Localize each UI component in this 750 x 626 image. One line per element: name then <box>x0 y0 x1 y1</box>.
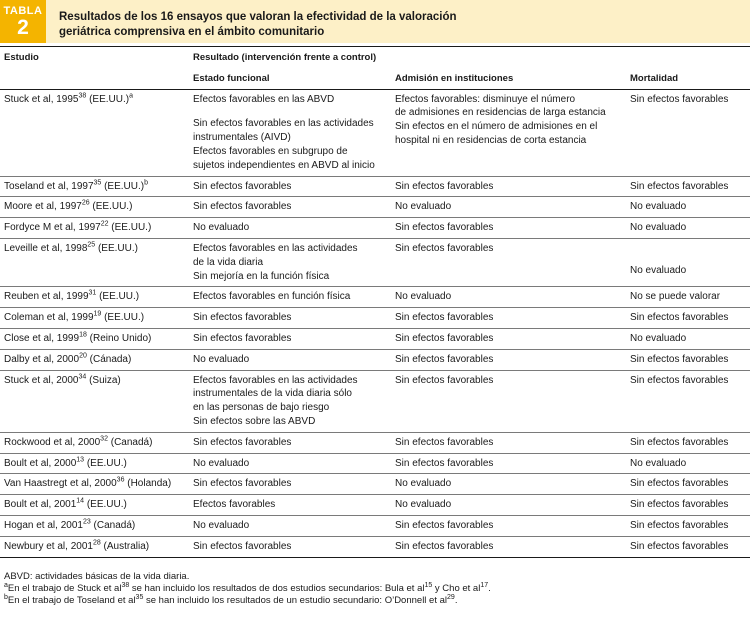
cell-mortality <box>626 238 750 286</box>
study-name: Moore et al, 1997 <box>4 201 82 213</box>
cell-functional <box>189 218 391 239</box>
cell-functional <box>189 197 391 218</box>
cell-study <box>0 308 189 329</box>
cell-mortality <box>626 536 750 557</box>
study-reference: 22 <box>100 220 109 228</box>
cell-functional <box>189 515 391 536</box>
cell-line: Sin efectos favorables <box>395 353 494 365</box>
cell-mortality <box>626 432 750 453</box>
column-header-functional: Estado funcional <box>193 72 270 84</box>
cell-mortality <box>626 287 750 308</box>
cell-functional <box>189 238 391 286</box>
cell-admission <box>391 349 626 370</box>
cell-admission <box>391 370 626 432</box>
table-header-band <box>0 0 750 43</box>
cell-mortality <box>626 218 750 239</box>
cell-admission <box>391 287 626 308</box>
study-name: Dalby et al, 2000 <box>4 353 80 365</box>
column-header-mortality: Mortalidad <box>630 72 679 84</box>
cell-mortality <box>626 474 750 495</box>
cell-line: Sin mejoría en la función física <box>193 270 330 282</box>
footnote-b: $^b$En el trabajo de Toseland et $al^{35}$ se han incluido los resultados de un estudio secundario: O’Donnell et $al^{29}$. <box>4 593 458 606</box>
column-header-result-group: Resultado (intervención frente a control) <box>189 47 750 72</box>
cell-line: Sin efectos favorables <box>395 519 494 531</box>
cell-line: Sin efectos favorables <box>193 180 292 192</box>
study-name: Stuck et al, 1995 <box>4 93 79 105</box>
cell-line: Sin efectos favorables <box>630 374 729 386</box>
study-name: Toseland et al, 1997 <box>4 180 94 192</box>
cell-line: Sin efectos favorables <box>630 519 729 531</box>
cell-line: Sin efectos favorables <box>630 93 729 105</box>
cell-line: de la vida diaria <box>193 256 264 268</box>
cell-functional <box>189 495 391 516</box>
cell-line: Sin efectos favorables <box>395 222 494 234</box>
study-reference: 19 <box>93 310 102 318</box>
cell-line: No evaluado <box>630 264 687 276</box>
cell-line: Sin efectos favorables <box>395 312 494 324</box>
study-country: (EE.UU.) <box>96 291 140 303</box>
table-row <box>0 495 750 516</box>
cell-line: Sin efectos favorables <box>395 332 494 344</box>
cell-line: No evaluado <box>193 353 250 365</box>
study-country: (EE.UU.) <box>95 242 138 254</box>
study-reference: 26 <box>81 200 90 208</box>
study-reference: 36 <box>116 477 125 484</box>
column-header-study: Estudio <box>0 47 189 90</box>
cell-admission <box>391 176 626 197</box>
cell-line: Sin efectos favorables en las actividades <box>193 118 374 130</box>
study-reference: 34 <box>78 373 87 381</box>
table-title-line: Resultados de los 16 ensayos que valoran la efectividad de la valoración <box>59 11 457 23</box>
cell-functional <box>189 453 391 474</box>
cell-functional <box>189 176 391 197</box>
cell-functional <box>189 536 391 557</box>
cell-line: Sin efectos favorables <box>193 436 292 448</box>
cell-line: Efectos favorables en subgrupo de <box>193 145 348 157</box>
cell-line: Sin efectos favorables <box>395 242 494 254</box>
cell-line: instrumentales de la vida diaria sólo <box>193 388 352 400</box>
study-country: (EE.UU.) <box>108 222 152 234</box>
study-footnote-mark: b <box>144 179 148 187</box>
cell-line: Sin efectos favorables <box>395 180 494 192</box>
cell-study <box>0 495 189 516</box>
cell-functional <box>189 89 391 176</box>
cell-line: hospital ni en residencias de corta estancia <box>395 134 587 146</box>
study-name: Van Haastregt et al, 2000 <box>4 478 117 490</box>
cell-functional <box>189 328 391 349</box>
cell-study <box>0 349 189 370</box>
cell-line: Efectos favorables <box>193 499 276 511</box>
cell-study <box>0 328 189 349</box>
study-country: (Canadá) <box>107 436 153 448</box>
cell-line: Sin efectos favorables <box>193 312 292 324</box>
cell-line: instrumentales (AIVD) <box>193 132 291 144</box>
table-row <box>0 370 750 432</box>
cell-line: Sin efectos favorables <box>193 201 292 213</box>
cell-study <box>0 432 189 453</box>
cell-admission <box>391 432 626 453</box>
cell-line: No evaluado <box>395 499 452 511</box>
study-name: Rockwood et al, 2000 <box>4 436 101 448</box>
results-table <box>0 46 750 558</box>
cell-line: Sin efectos favorables <box>395 540 494 552</box>
cell-line: Sin efectos favorables <box>630 540 729 552</box>
cell-mortality <box>626 308 750 329</box>
cell-line: No evaluado <box>395 291 452 303</box>
cell-admission <box>391 474 626 495</box>
cell-line: Sin efectos favorables <box>630 478 729 490</box>
column-header-admission: Admisión en instituciones <box>395 72 514 84</box>
cell-study <box>0 176 189 197</box>
cell-study <box>0 218 189 239</box>
cell-functional <box>189 287 391 308</box>
cell-line: Sin efectos favorables <box>630 436 729 448</box>
cell-line: Efectos favorables en función física <box>193 291 351 303</box>
table-row <box>0 308 750 329</box>
cell-admission <box>391 328 626 349</box>
study-country: (EE.UU.) <box>101 180 145 192</box>
cell-line: Sin efectos favorables <box>193 332 292 344</box>
table-badge-number: 2 <box>17 16 29 39</box>
cell-functional <box>189 308 391 329</box>
cell-mortality <box>626 176 750 197</box>
study-reference: 32 <box>100 435 108 443</box>
table-footnotes <box>4 571 744 607</box>
cell-study <box>0 453 189 474</box>
cell-study <box>0 89 189 176</box>
cell-functional <box>189 432 391 453</box>
cell-line: Sin efectos favorables <box>395 457 494 469</box>
study-name: Hogan et al, 2001 <box>4 519 83 531</box>
cell-functional <box>189 349 391 370</box>
study-name: Stuck et al, 2000 <box>4 374 79 386</box>
study-name: Coleman et al, 1999 <box>4 312 94 324</box>
cell-line: No evaluado <box>395 201 452 213</box>
cell-line: No evaluado <box>193 222 250 234</box>
table-row <box>0 218 750 239</box>
table-title-line: geriátrica comprensiva en el ámbito comunitario <box>59 26 325 38</box>
study-reference: 18 <box>79 331 87 339</box>
table-row <box>0 89 750 176</box>
cell-mortality <box>626 370 750 432</box>
cell-study <box>0 238 189 286</box>
study-name: Close et al, 1999 <box>4 332 80 344</box>
cell-admission <box>391 197 626 218</box>
study-reference: 31 <box>88 290 97 298</box>
study-reference: 28 <box>92 539 101 547</box>
cell-study <box>0 536 189 557</box>
table-row <box>0 287 750 308</box>
cell-study <box>0 197 189 218</box>
cell-line: Sin efectos favorables <box>630 499 729 511</box>
study-footnote-mark: a <box>129 92 133 100</box>
cell-mortality <box>626 328 750 349</box>
cell-admission <box>391 218 626 239</box>
study-country: (Holanda) <box>124 478 172 490</box>
cell-line: Sin efectos favorables <box>395 436 494 448</box>
cell-mortality <box>626 495 750 516</box>
cell-line: No se puede valorar <box>630 291 721 303</box>
study-reference: 20 <box>79 352 87 360</box>
study-reference: 14 <box>76 497 85 505</box>
cell-line: de admisiones en residencias de larga estancia <box>395 107 606 119</box>
table-row <box>0 536 750 557</box>
cell-functional <box>189 370 391 432</box>
table-row <box>0 515 750 536</box>
cell-functional <box>189 474 391 495</box>
cell-study <box>0 287 189 308</box>
cell-admission <box>391 89 626 176</box>
cell-line: Sin efectos favorables <box>630 312 729 324</box>
cell-spacer <box>630 253 746 264</box>
footnote-a: $^a$En el trabajo de Stuck et $al^{38}$ se han incluido los resultados de dos estudios secundarios: Bula et $al^{15}$ y Cho et $al^{17}$. <box>4 581 491 594</box>
cell-line: Sin efectos favorables <box>193 478 292 490</box>
study-country: (Canadá) <box>90 519 136 531</box>
study-name: Fordyce M et al, 1997 <box>4 222 101 234</box>
cell-line: No evaluado <box>630 201 687 213</box>
study-reference: 38 <box>78 92 87 100</box>
cell-line: Sin efectos favorables <box>630 353 729 365</box>
cell-line: Efectos favorables: disminuye el número <box>395 93 576 105</box>
table-badge-label: TABLA <box>3 5 43 17</box>
study-name: Boult et al, 2000 <box>4 457 77 469</box>
study-reference: 35 <box>93 179 102 187</box>
cell-spacer <box>630 242 746 253</box>
study-country: (Suiza) <box>86 374 121 386</box>
cell-line: Sin efectos favorables <box>630 180 729 192</box>
cell-line: en las personas de bajo riesgo <box>193 402 330 414</box>
cell-line: No evaluado <box>630 457 687 469</box>
study-name: Boult et al, 2001 <box>4 499 77 511</box>
study-country: (EE.UU.) <box>101 312 145 324</box>
table-row <box>0 453 750 474</box>
study-name: Newbury et al, 2001 <box>4 540 93 552</box>
cell-mortality <box>626 515 750 536</box>
cell-line: Sin efectos favorables <box>193 540 292 552</box>
cell-admission <box>391 308 626 329</box>
study-reference: 23 <box>82 518 91 526</box>
cell-line: sujetos independientes en ABVD al inicio <box>193 159 375 171</box>
study-country: (EE.UU.) <box>84 499 127 511</box>
cell-line: Efectos favorables en las ABVD <box>193 93 335 105</box>
cell-mortality <box>626 89 750 176</box>
study-country: (Australia) <box>100 540 150 552</box>
table-row <box>0 328 750 349</box>
table-row <box>0 432 750 453</box>
cell-line: Efectos favorables en las actividades <box>193 242 358 254</box>
cell-admission <box>391 238 626 286</box>
table-title <box>59 10 699 40</box>
cell-study <box>0 370 189 432</box>
cell-line: Efectos favorables en las actividades <box>193 374 358 386</box>
table-row <box>0 238 750 286</box>
cell-mortality <box>626 349 750 370</box>
study-name: Reuben et al, 1999 <box>4 291 89 303</box>
cell-line: No evaluado <box>630 332 687 344</box>
cell-line: No evaluado <box>395 478 452 490</box>
cell-mortality <box>626 197 750 218</box>
table-row <box>0 349 750 370</box>
cell-line: No evaluado <box>193 457 250 469</box>
study-country: (EE.UU.) <box>84 457 127 469</box>
cell-admission <box>391 515 626 536</box>
cell-line: Sin efectos en el número de admisiones en el <box>395 121 598 133</box>
table-badge <box>0 0 46 43</box>
cell-spacer <box>193 106 387 117</box>
study-country: (Cánada) <box>86 353 132 365</box>
table-row <box>0 197 750 218</box>
study-country: (Reino Unido) <box>86 332 152 344</box>
study-name: Leveille et al, 1998 <box>4 242 88 254</box>
footnote-abbreviation: ABVD: actividades básicas de la vida diaria. <box>4 571 190 582</box>
cell-admission <box>391 536 626 557</box>
cell-line: No evaluado <box>193 519 250 531</box>
cell-study <box>0 515 189 536</box>
cell-admission <box>391 495 626 516</box>
cell-mortality <box>626 453 750 474</box>
cell-line: Sin efectos favorables <box>395 374 494 386</box>
study-reference: 13 <box>76 456 85 464</box>
cell-admission <box>391 453 626 474</box>
results-table-body <box>0 89 750 557</box>
cell-line: Sin efectos sobre las ABVD <box>193 415 316 427</box>
cell-line: No evaluado <box>630 222 687 234</box>
table-row <box>0 474 750 495</box>
study-country: (EE.UU.) <box>86 93 130 105</box>
table-row <box>0 176 750 197</box>
study-country: (EE.UU.) <box>89 201 133 213</box>
study-reference: 25 <box>87 241 96 249</box>
cell-study <box>0 474 189 495</box>
